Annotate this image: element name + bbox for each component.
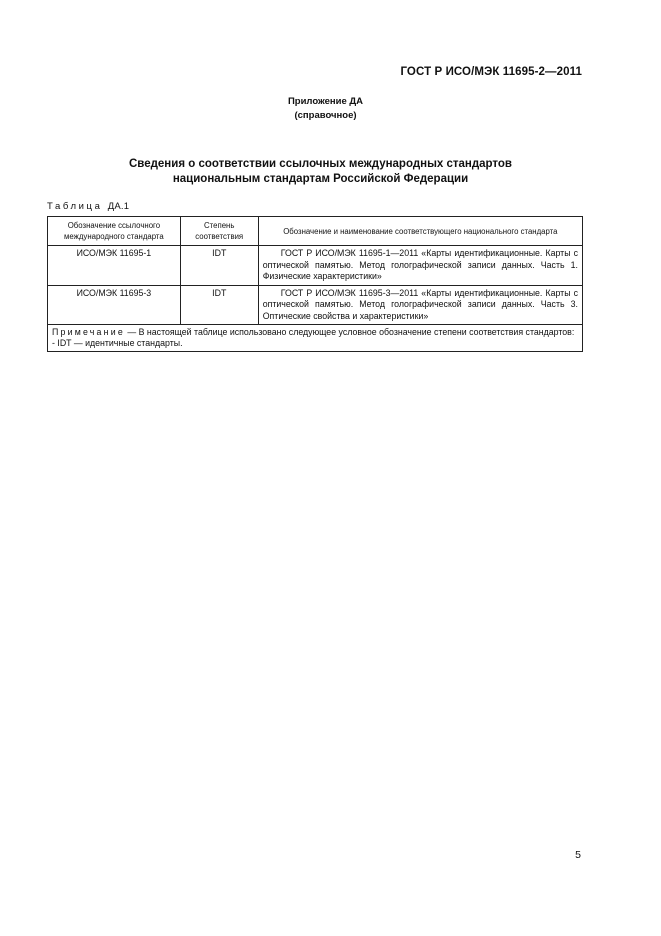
section-title-line2: национальным стандартам Российской Федерации	[172, 173, 469, 185]
note-item: - IDT — идентичные стандарты.	[52, 338, 183, 348]
section-title	[0, 157, 661, 187]
note-text	[52, 327, 578, 338]
header-national-standard: Обозначение и наименование соответствующего национального стандарта	[258, 217, 582, 246]
page-number: 5	[575, 849, 581, 861]
annex-heading	[0, 95, 661, 123]
annex-title: Приложение ДА	[287, 96, 364, 107]
table-note-row	[48, 325, 583, 352]
document-code: ГОСТ Р ИСО/МЭК 11695-2—2011	[400, 66, 582, 78]
table-header-row	[48, 217, 583, 246]
cell-standard: ИСО/МЭК 11695-1	[48, 246, 181, 286]
cell-national: ГОСТ Р ИСО/МЭК 11695-1—2011 «Карты идентификационные. Карты с оптической памятью. Метод голографической записи данных. Часть 1. Физические характеристики»	[258, 246, 582, 286]
table-caption-prefix: Таблица	[47, 201, 103, 212]
note-label: Примечание	[52, 327, 125, 337]
cell-national: ГОСТ Р ИСО/МЭК 11695-3—2011 «Карты идентификационные. Карты с оптической памятью. Метод голографической записи данных. Часть 3. Оптические свойства и характеристики»	[258, 285, 582, 325]
header-degree: Степень соответствия	[180, 217, 258, 246]
table-note	[48, 325, 583, 352]
cell-degree: IDT	[180, 246, 258, 286]
annex-subtitle: (справочное)	[294, 110, 357, 121]
table-caption	[47, 201, 129, 212]
table-row	[48, 285, 583, 325]
cell-degree: IDT	[180, 285, 258, 325]
header-international-standard: Обозначение ссылочного международного стандарта	[48, 217, 181, 246]
note-body: — В настоящей таблице использовано следующее условное обозначение степени соответствия стандартов:	[124, 327, 575, 337]
cell-standard: ИСО/МЭК 11695-3	[48, 285, 181, 325]
table-row	[48, 246, 583, 286]
standards-table	[47, 216, 583, 352]
section-title-line1: Сведения о соответствии ссылочных международных стандартов	[128, 158, 512, 170]
table-caption-number: ДА.1	[107, 201, 130, 212]
